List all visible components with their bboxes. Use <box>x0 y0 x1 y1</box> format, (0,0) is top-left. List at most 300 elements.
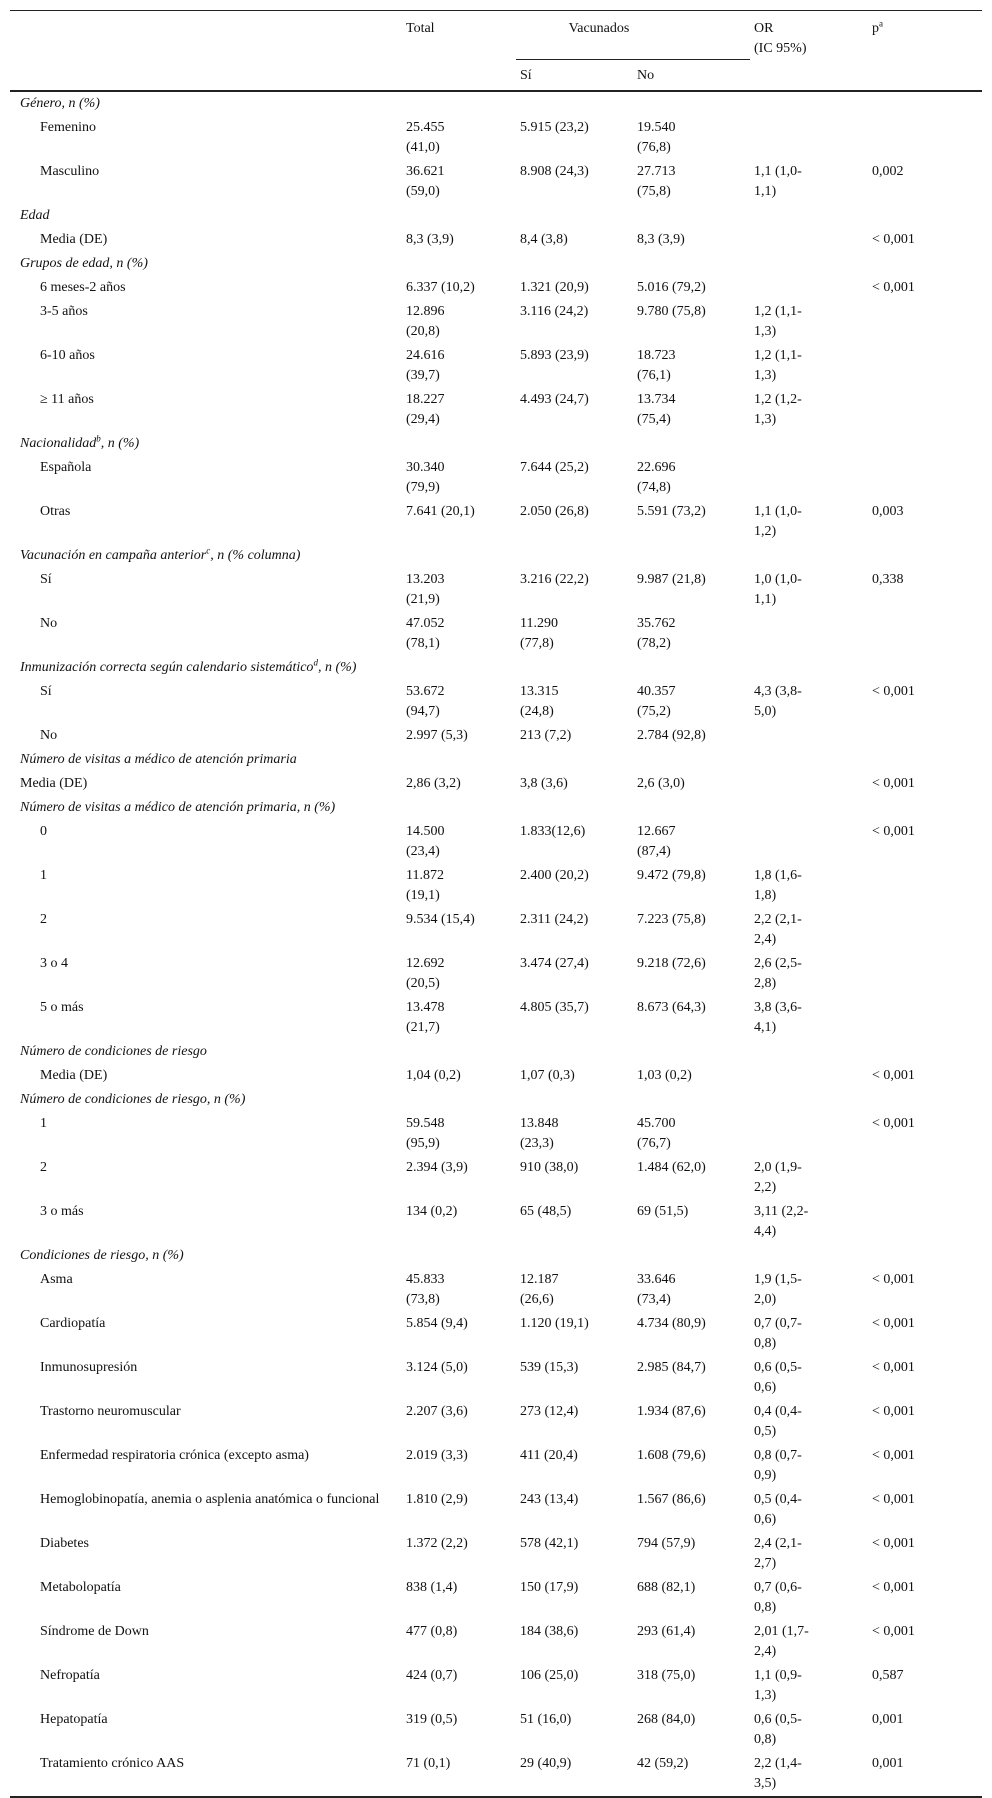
cell-no-text: 1.567 (86,6) <box>637 1491 706 1507</box>
cell-label-text: Hepatopatía <box>40 1711 108 1727</box>
cell-no <box>633 1268 750 1312</box>
table-row <box>10 1064 982 1088</box>
cell-si-text: 4.493 (24,7) <box>520 391 589 407</box>
cell-label-text: Masculino <box>40 163 100 179</box>
cell-total <box>402 456 516 500</box>
section-header <box>10 796 982 820</box>
cell-p-text: < 0,001 <box>872 1491 915 1507</box>
cell-p <box>868 1400 982 1444</box>
cell-si-text: 1.833(12,6) <box>520 823 586 839</box>
cell-total <box>402 908 516 952</box>
cell-no <box>633 1708 750 1752</box>
cell-no-text: 18.723 (76,1) <box>637 347 676 383</box>
cell-total <box>402 568 516 612</box>
cell-no-text: 9.987 (21,8) <box>637 571 706 587</box>
cell-or-text: 2,01 (1,7-2,4) <box>754 1623 809 1659</box>
cell-si <box>516 388 633 432</box>
cell-si-text: 8,4 (3,8) <box>520 231 568 247</box>
cell-si <box>516 908 633 952</box>
cell-p-text: < 0,001 <box>872 823 915 839</box>
cell-p-text: < 0,001 <box>872 1067 915 1083</box>
cell-si <box>516 500 633 544</box>
cell-p-text: < 0,001 <box>872 775 915 791</box>
cell-total <box>402 500 516 544</box>
cell-total <box>402 1752 516 1797</box>
cell-total-text: 2,86 (3,2) <box>406 775 461 791</box>
cell-or-text: 1,9 (1,5-2,0) <box>754 1271 802 1307</box>
cell-no <box>633 1488 750 1532</box>
cell-label-text: 6 meses-2 años <box>40 279 126 295</box>
cell-no <box>633 568 750 612</box>
cell-or-text: 0,7 (0,6-0,8) <box>754 1579 802 1615</box>
cell-si-text: 3.474 (27,4) <box>520 955 589 971</box>
cell-or <box>750 1400 868 1444</box>
table-row <box>10 344 982 388</box>
cell-si <box>516 1576 633 1620</box>
cell-or <box>750 1532 868 1576</box>
table-row <box>10 1488 982 1532</box>
cell-p-text: 0,002 <box>872 163 904 179</box>
cell-total-text: 12.692 (20,5) <box>406 955 445 991</box>
cell-or <box>750 772 868 796</box>
cell-total-text: 36.621 (59,0) <box>406 163 445 199</box>
cell-total <box>402 1488 516 1532</box>
section-header <box>10 748 982 772</box>
cell-or <box>750 116 868 160</box>
cell-p-text: < 0,001 <box>872 279 915 295</box>
cell-label-text: Enfermedad respiratoria crónica (excepto asma) <box>40 1447 309 1463</box>
table-row <box>10 456 982 500</box>
cell-no-text: 318 (75,0) <box>637 1667 696 1683</box>
cell-p <box>868 996 982 1040</box>
cell-no-text: 9.472 (79,8) <box>637 867 706 883</box>
cell-or-text: 0,7 (0,7-0,8) <box>754 1315 802 1351</box>
cell-total <box>402 1312 516 1356</box>
header-sub-empty <box>10 59 402 91</box>
cell-label <box>10 1268 402 1312</box>
cell-no-text: 8.673 (64,3) <box>637 999 706 1015</box>
cell-si <box>516 1752 633 1797</box>
cell-total <box>402 680 516 724</box>
cell-or <box>750 1664 868 1708</box>
cell-no <box>633 300 750 344</box>
cell-label-text: 3 o 4 <box>40 955 68 971</box>
cell-label <box>10 228 402 252</box>
cell-no-text: 9.780 (75,8) <box>637 303 706 319</box>
cell-total-text: 6.337 (10,2) <box>406 279 475 295</box>
section-title-text: Número de condiciones de riesgo <box>20 1043 207 1059</box>
cell-no-text: 33.646 (73,4) <box>637 1271 676 1307</box>
header-si: Sí <box>516 59 633 91</box>
cell-si <box>516 1444 633 1488</box>
cell-no <box>633 680 750 724</box>
cell-p-text: < 0,001 <box>872 1271 915 1287</box>
vaccination-table <box>10 10 982 1798</box>
cell-label <box>10 1112 402 1156</box>
cell-no-text: 293 (61,4) <box>637 1623 696 1639</box>
cell-label-text: Metabolopatía <box>40 1579 121 1595</box>
cell-total-text: 3.124 (5,0) <box>406 1359 468 1375</box>
cell-si-text: 2.050 (26,8) <box>520 503 589 519</box>
cell-total <box>402 344 516 388</box>
section-title-suffix: , n (%) <box>100 435 140 451</box>
cell-label-text: No <box>40 615 58 631</box>
section-title-text: Edad <box>20 207 50 223</box>
table-row <box>10 724 982 748</box>
cell-label <box>10 388 402 432</box>
cell-label <box>10 1064 402 1088</box>
cell-no <box>633 1400 750 1444</box>
cell-si-text: 578 (42,1) <box>520 1535 579 1551</box>
section-title-text: Condiciones de riesgo, n (%) <box>20 1247 184 1263</box>
section-title <box>10 1244 982 1268</box>
cell-total-text: 424 (0,7) <box>406 1667 458 1683</box>
cell-p <box>868 568 982 612</box>
cell-p <box>868 300 982 344</box>
cell-label <box>10 300 402 344</box>
cell-or <box>750 1200 868 1244</box>
cell-si <box>516 724 633 748</box>
cell-label <box>10 160 402 204</box>
cell-or <box>750 568 868 612</box>
cell-no-text: 1.484 (62,0) <box>637 1159 706 1175</box>
cell-si-text: 13.848 (23,3) <box>520 1115 559 1151</box>
cell-no <box>633 1752 750 1797</box>
cell-label-text: 3-5 años <box>40 303 88 319</box>
header-sub-empty <box>402 59 516 91</box>
cell-or <box>750 344 868 388</box>
cell-si <box>516 952 633 996</box>
table-body <box>10 91 982 1797</box>
section-title <box>10 544 982 568</box>
cell-label <box>10 1156 402 1200</box>
cell-p <box>868 1444 982 1488</box>
section-header <box>10 91 982 116</box>
table-row <box>10 1532 982 1576</box>
section-title-text: Grupos de edad, n (%) <box>20 255 148 271</box>
cell-label <box>10 276 402 300</box>
cell-or <box>750 1708 868 1752</box>
cell-total-text: 319 (0,5) <box>406 1711 458 1727</box>
table-row <box>10 680 982 724</box>
cell-total-text: 59.548 (95,9) <box>406 1115 445 1151</box>
cell-si-text: 184 (38,6) <box>520 1623 579 1639</box>
cell-label-text: Media (DE) <box>20 775 88 791</box>
cell-total <box>402 1064 516 1088</box>
cell-si-text: 539 (15,3) <box>520 1359 579 1375</box>
section-header <box>10 656 982 680</box>
cell-total <box>402 276 516 300</box>
cell-no <box>633 996 750 1040</box>
cell-no-text: 5.591 (73,2) <box>637 503 706 519</box>
cell-si-text: 150 (17,9) <box>520 1579 579 1595</box>
cell-no-text: 5.016 (79,2) <box>637 279 706 295</box>
cell-p-text: 0,587 <box>872 1667 904 1683</box>
cell-si-text: 5.915 (23,2) <box>520 119 589 135</box>
cell-label <box>10 500 402 544</box>
cell-or <box>750 724 868 748</box>
table-row <box>10 568 982 612</box>
header-empty <box>10 11 402 60</box>
cell-si-text: 213 (7,2) <box>520 727 572 743</box>
cell-no-text: 2.784 (92,8) <box>637 727 706 743</box>
cell-label <box>10 1664 402 1708</box>
cell-p <box>868 1312 982 1356</box>
cell-label <box>10 680 402 724</box>
cell-no-text: 1.608 (79,6) <box>637 1447 706 1463</box>
cell-no-text: 13.734 (75,4) <box>637 391 676 427</box>
cell-total <box>402 772 516 796</box>
header-vacunados-label: Vacunados <box>568 21 630 36</box>
cell-no <box>633 116 750 160</box>
cell-si <box>516 680 633 724</box>
table-row <box>10 996 982 1040</box>
header-vacunados <box>516 11 750 60</box>
cell-no <box>633 1156 750 1200</box>
cell-total-text: 25.455 (41,0) <box>406 119 445 155</box>
cell-no <box>633 1664 750 1708</box>
table-row <box>10 1444 982 1488</box>
cell-p <box>868 1620 982 1664</box>
cell-or <box>750 1576 868 1620</box>
cell-no-text: 2.985 (84,7) <box>637 1359 706 1375</box>
cell-si-text: 5.893 (23,9) <box>520 347 589 363</box>
cell-total-text: 2.394 (3,9) <box>406 1159 468 1175</box>
table-row <box>10 500 982 544</box>
cell-or-text: 0,8 (0,7-0,9) <box>754 1447 802 1483</box>
cell-si-text: 51 (16,0) <box>520 1711 572 1727</box>
cell-label <box>10 1532 402 1576</box>
cell-si <box>516 1156 633 1200</box>
cell-si-text: 11.290 (77,8) <box>520 615 558 651</box>
cell-si <box>516 1112 633 1156</box>
cell-p <box>868 908 982 952</box>
cell-label <box>10 1620 402 1664</box>
cell-label-text: Síndrome de Down <box>40 1623 149 1639</box>
cell-label <box>10 820 402 864</box>
cell-label-text: Media (DE) <box>40 231 108 247</box>
cell-p <box>868 1488 982 1532</box>
cell-label-text: 3 o más <box>40 1203 84 1219</box>
table-row <box>10 1200 982 1244</box>
section-title-text: Número de visitas a médico de atención primaria, n (%) <box>20 799 336 815</box>
cell-or <box>750 456 868 500</box>
cell-p <box>868 1532 982 1576</box>
cell-total-text: 5.854 (9,4) <box>406 1315 468 1331</box>
cell-si <box>516 344 633 388</box>
cell-si-text: 273 (12,4) <box>520 1403 579 1419</box>
cell-no <box>633 908 750 952</box>
cell-no <box>633 952 750 996</box>
cell-si-text: 1.321 (20,9) <box>520 279 589 295</box>
cell-p <box>868 680 982 724</box>
table-row <box>10 1708 982 1752</box>
header-sub-empty <box>868 59 982 91</box>
cell-si <box>516 568 633 612</box>
cell-total-text: 45.833 (73,8) <box>406 1271 445 1307</box>
cell-total-text: 30.340 (79,9) <box>406 459 445 495</box>
table-row <box>10 1576 982 1620</box>
cell-si-text: 13.315 (24,8) <box>520 683 559 719</box>
cell-label <box>10 1576 402 1620</box>
cell-p-text: < 0,001 <box>872 231 915 247</box>
cell-label <box>10 864 402 908</box>
cell-no-text: 40.357 (75,2) <box>637 683 676 719</box>
cell-p <box>868 276 982 300</box>
cell-total <box>402 1200 516 1244</box>
cell-si-text: 910 (38,0) <box>520 1159 579 1175</box>
cell-p-text: 0,001 <box>872 1711 904 1727</box>
cell-label-text: Asma <box>40 1271 73 1287</box>
cell-or <box>750 300 868 344</box>
cell-label-text: 1 <box>40 867 47 883</box>
cell-or-text: 1,1 (0,9-1,3) <box>754 1667 802 1703</box>
table-row <box>10 300 982 344</box>
table-row <box>10 1156 982 1200</box>
cell-total <box>402 952 516 996</box>
cell-or-text: 1,2 (1,2-1,3) <box>754 391 802 427</box>
cell-label-text: Femenino <box>40 119 96 135</box>
cell-p <box>868 1356 982 1400</box>
cell-total <box>402 1156 516 1200</box>
section-title <box>10 252 982 276</box>
cell-total-text: 11.872 (19,1) <box>406 867 444 903</box>
cell-no-text: 27.713 (75,8) <box>637 163 676 199</box>
cell-total-text: 1.810 (2,9) <box>406 1491 468 1507</box>
cell-no-text: 1.934 (87,6) <box>637 1403 706 1419</box>
cell-no <box>633 1064 750 1088</box>
cell-or-text: 0,5 (0,4-0,6) <box>754 1491 802 1527</box>
cell-si <box>516 1064 633 1088</box>
section-title <box>10 656 982 680</box>
cell-or-text: 2,4 (2,1-2,7) <box>754 1535 802 1571</box>
cell-label-text: Española <box>40 459 92 475</box>
section-title <box>10 748 982 772</box>
cell-total <box>402 1708 516 1752</box>
cell-or-text: 1,1 (1,0-1,1) <box>754 163 802 199</box>
cell-si <box>516 300 633 344</box>
cell-si <box>516 1488 633 1532</box>
cell-total-text: 2.019 (3,3) <box>406 1447 468 1463</box>
table-row <box>10 276 982 300</box>
cell-no <box>633 1112 750 1156</box>
cell-total-text: 8,3 (3,9) <box>406 231 454 247</box>
cell-or <box>750 996 868 1040</box>
section-title-sup: d <box>313 656 318 667</box>
cell-total-text: 134 (0,2) <box>406 1203 458 1219</box>
cell-si-text: 7.644 (25,2) <box>520 459 589 475</box>
cell-p <box>868 228 982 252</box>
cell-total-text: 14.500 (23,4) <box>406 823 445 859</box>
cell-no <box>633 388 750 432</box>
cell-total <box>402 116 516 160</box>
cell-p-text: 0,003 <box>872 503 904 519</box>
cell-si-text: 1.120 (19,1) <box>520 1315 589 1331</box>
cell-total-text: 7.641 (20,1) <box>406 503 475 519</box>
cell-total-text: 1,04 (0,2) <box>406 1067 461 1083</box>
cell-or <box>750 1620 868 1664</box>
cell-or <box>750 820 868 864</box>
section-title <box>10 204 982 228</box>
cell-si <box>516 160 633 204</box>
cell-or-text: 2,2 (2,1-2,4) <box>754 911 802 947</box>
cell-label <box>10 772 402 796</box>
cell-or-text: 1,1 (1,0-1,2) <box>754 503 802 539</box>
cell-label <box>10 1752 402 1797</box>
cell-si-text: 106 (25,0) <box>520 1667 579 1683</box>
cell-si-text: 3.116 (24,2) <box>520 303 589 319</box>
cell-si-text: 12.187 (26,6) <box>520 1271 559 1307</box>
cell-or <box>750 276 868 300</box>
cell-label-text: Media (DE) <box>40 1067 108 1083</box>
cell-p <box>868 344 982 388</box>
cell-label <box>10 1488 402 1532</box>
cell-or-text: 1,2 (1,1-1,3) <box>754 347 802 383</box>
cell-label-text: Tratamiento crónico AAS <box>40 1755 185 1771</box>
header-or-label: OR <box>754 21 774 36</box>
table-row <box>10 1620 982 1664</box>
header-p-sup: a <box>879 18 883 29</box>
cell-label-text: Otras <box>40 503 71 519</box>
header-no: No <box>633 59 750 91</box>
cell-p <box>868 724 982 748</box>
cell-no-text: 794 (57,9) <box>637 1535 696 1551</box>
cell-label <box>10 908 402 952</box>
cell-p-text: < 0,001 <box>872 1403 915 1419</box>
cell-label <box>10 1200 402 1244</box>
cell-no-text: 1,03 (0,2) <box>637 1067 692 1083</box>
table-header <box>10 11 982 91</box>
cell-or <box>750 864 868 908</box>
table-row <box>10 820 982 864</box>
cell-total <box>402 1444 516 1488</box>
cell-no <box>633 820 750 864</box>
cell-no <box>633 724 750 748</box>
cell-total <box>402 228 516 252</box>
cell-total <box>402 820 516 864</box>
cell-total-text: 53.672 (94,7) <box>406 683 445 719</box>
cell-si-text: 29 (40,9) <box>520 1755 572 1771</box>
cell-si-text: 65 (48,5) <box>520 1203 572 1219</box>
cell-si <box>516 1356 633 1400</box>
section-header <box>10 1088 982 1112</box>
cell-no-text: 8,3 (3,9) <box>637 231 685 247</box>
cell-p <box>868 1664 982 1708</box>
cell-no-text: 19.540 (76,8) <box>637 119 676 155</box>
cell-total-text: 2.207 (3,6) <box>406 1403 468 1419</box>
cell-p <box>868 820 982 864</box>
cell-label-text: ≥ 11 años <box>40 391 94 407</box>
cell-si-text: 8.908 (24,3) <box>520 163 589 179</box>
table-row <box>10 388 982 432</box>
cell-or-text: 1,2 (1,1-1,3) <box>754 303 802 339</box>
header-p <box>868 11 982 60</box>
table-row <box>10 612 982 656</box>
cell-or-text: 3,11 (2,2-4,4) <box>754 1203 809 1239</box>
cell-label <box>10 1312 402 1356</box>
cell-si <box>516 612 633 656</box>
cell-total <box>402 1532 516 1576</box>
cell-label-text: Hemoglobinopatía, anemia o asplenia anatómica o funcional <box>40 1491 380 1507</box>
cell-total <box>402 724 516 748</box>
cell-no <box>633 500 750 544</box>
cell-no <box>633 344 750 388</box>
section-title <box>10 432 982 456</box>
cell-no <box>633 772 750 796</box>
cell-p <box>868 500 982 544</box>
cell-label <box>10 724 402 748</box>
cell-total <box>402 388 516 432</box>
